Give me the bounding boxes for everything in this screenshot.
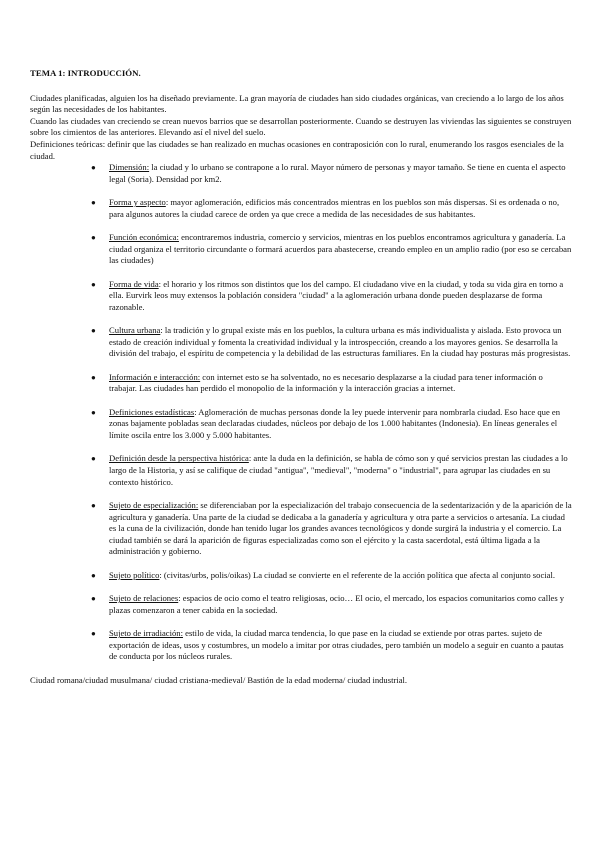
- bullet-icon: ●: [91, 279, 96, 289]
- bullet-icon: ●: [91, 407, 96, 417]
- intro-paragraph: Ciudades planificadas, alguien los ha diseñado previamente. La gran mayoría de ciudades han sido ciudades orgánicas, van creciendo a lo largo de los años según las necesidades de los habitantes.: [30, 92, 564, 115]
- item-text: : ante la duda en la definición, se habla de cómo son y qué servicios prestan las ciudades a lo largo de la Historia, y así se califique de ciudad "antigua", "medieval", "moderna" o "industrial", para agrupar las ciudades en su contexto histórico.: [109, 453, 568, 487]
- item-text: la ciudad y lo urbano se contrapone a lo rural. Mayor número de personas y mayor tamaño. Se tiene en cuenta el aspecto legal (Soria). Densidad por km2.: [109, 162, 566, 184]
- item-text: con internet esto se ha solventado, no es necesario desplazarse a la ciudad para tener información o trabajar. Las ciudades han perdido el monopolio de la información y la interacción gracias a internet.: [109, 371, 543, 394]
- bullet-icon: ●: [91, 233, 96, 243]
- bullet-icon: ●: [91, 163, 96, 173]
- bullet-icon: ●: [91, 372, 96, 382]
- list-item: [91, 593, 572, 616]
- item-term: Forma de vida: [109, 278, 159, 289]
- intro-paragraph: Definiciones teóricas: definir que las ciudades se han realizado en muchas ocasiones en contraposición con lo rural, enumerando los rasgos esenciales de la ciudad.: [30, 138, 564, 161]
- item-text: : el horario y los ritmos son distintos que los del campo. El ciudadano vive en la ciudad, y toda su vida gira en torno a ella. Eurvirk leos muy extensos la población considera "ciudad" a la aglomeración urbana donde pueden desplazarse de forma razonable.: [109, 278, 564, 312]
- item-term: Sujeto de especialización:: [109, 500, 199, 510]
- item-text: : mayor aglomeración, edificios más concentrados mientras en los pueblos son más dispersas. Si es ordenada o no, para algunos autores la ciudad carece de orden ya que crece a medida de las necesidades de sus habitantes.: [109, 197, 560, 219]
- item-term: Forma y aspecto: [109, 197, 166, 208]
- item-term: Definiciones estadísticas: [109, 406, 195, 417]
- list-item: [91, 197, 572, 220]
- item-term: Sujeto político: [109, 569, 160, 580]
- bullet-icon: ●: [91, 198, 96, 208]
- bullet-icon: ●: [91, 501, 96, 510]
- bullet-icon: ●: [91, 594, 96, 604]
- bullet-icon: ●: [91, 326, 96, 336]
- item-term: Información e interacción:: [109, 371, 201, 382]
- item-term: Cultura urbana: [109, 325, 161, 336]
- bullet-icon: ●: [91, 629, 96, 639]
- item-term: Definición desde la perspectiva histórica: [109, 453, 249, 464]
- item-text: se diferenciaban por la especialización del trabajo consecuencia de la sedentarización y de la aparición de la agricultura y ganadería. Una parte de la ciudad se dedicaba a la ganadería y agricultura y otra parte a servicios o artesanía. La ciudad es la cuna de la civilización, donde han tenido lugar los grandes avances tecnológicos y donde surgirá la industria y el comercio. La ciudad también se dará la aparición de figuras especializadas como son el ejército y la casta sacerdotal, está última ligada a la administración y gobierno.: [109, 500, 572, 557]
- item-term: Dimensión:: [109, 162, 150, 173]
- item-text: : Aglomeración de muchas personas donde la ley puede intervenir para nombrarla ciudad. Eso hace que en zonas bajamente pobladas sean declaradas ciudades, núcleos por debajo de los 1.000 habitantes (Indonesia). En líneas generales el límite oscila entre los 3.000 y 5.000 habitantes.: [109, 406, 561, 441]
- list-item: [91, 325, 572, 360]
- list-item: [91, 453, 572, 488]
- list-item: [91, 569, 572, 582]
- item-term: Sujeto de irradiación:: [109, 628, 183, 639]
- document-body: [30, 68, 572, 686]
- closing-paragraph: Ciudad romana/ciudad musulmana/ ciudad cristiana-medieval/ Bastión de la edad moderna/ ciudad industrial.: [30, 674, 408, 685]
- item-term: Función económica:: [109, 232, 179, 243]
- item-text: : la tradición y lo grupal existe más en los pueblos, la cultura urbana es más individualista y aislada. Esto provoca un estado de creación individual y fomenta la creatividad individual y la introspección, creando a los mayores genios. Se desarrolla la división del trabajo, el espíritu de competencia y la debilidad de las estructuras familiares. En la ciudad hay posturas más progresistas.: [109, 325, 571, 359]
- list-item: [91, 278, 572, 314]
- bullet-icon: ●: [91, 570, 96, 580]
- intro-paragraph: Cuando las ciudades van creciendo se crean nuevos barrios que se desarrollan posteriormente. Cuando se destruyen las viviendas las siguientes se construyen sobre los cimientos de las anteriores. Elevando así el nivel del suelo.: [30, 115, 572, 138]
- definition-list: [30, 162, 572, 663]
- document-title: TEMA 1: INTRODUCCIÓN.: [30, 68, 141, 78]
- item-term: Sujeto de relaciones: [109, 593, 179, 604]
- bullet-icon: ●: [91, 454, 96, 464]
- item-text: : espacios de ocio como el teatro religiosas, ocio… El ocio, el mercado, los espacios comunitarios como calles y plazas comenzaron a tener cabida en la sociedad.: [109, 593, 565, 615]
- list-item: [91, 500, 572, 558]
- list-item: [91, 628, 572, 663]
- item-text: encontraremos industria, comercio y servicios, mientras en los pueblos encontramos agricultura y ganadería. La ciudad organiza el territorio circundante o formará acuerdos para abastecerse, creando empleo en un amplio radio (por eso se cercaban las ciudades): [109, 232, 572, 266]
- list-item: [91, 232, 572, 267]
- list-item: [91, 162, 572, 185]
- item-text: : (civitas/urbs, polis/oikas) La ciudad se convierte en el referente de la acción política que afecta al conjunto social.: [159, 569, 556, 580]
- list-item: [91, 371, 572, 395]
- item-text: estilo de vida, la ciudad marca tendencia, lo que pase en la ciudad se extiende por otras partes. sujeto de exportación de ideas, usos y costumbres, un modelo a imitar por otras ciudades, pero también un modelo a seguir en cuanto a pautas de conducta por los núcleos rurales.: [109, 628, 564, 662]
- list-item: [91, 406, 572, 442]
